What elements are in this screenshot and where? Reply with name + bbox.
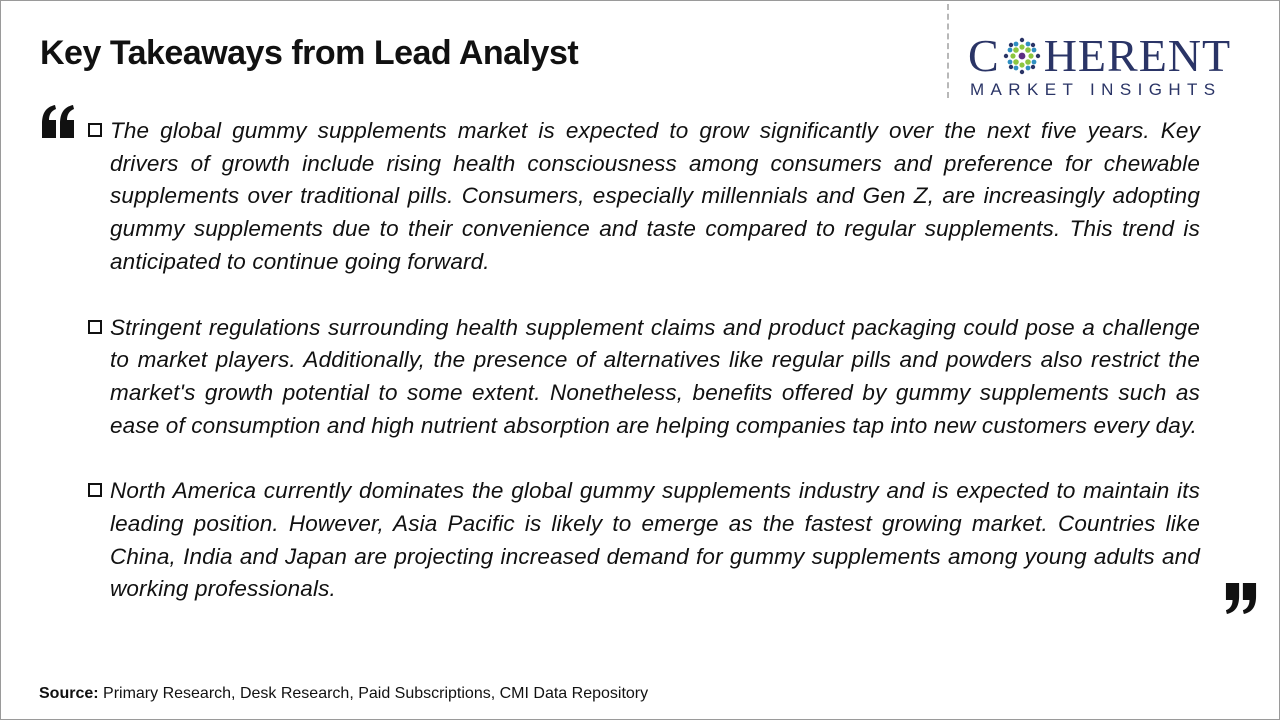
checkbox-square-icon	[88, 320, 102, 334]
open-quote-icon	[40, 104, 76, 138]
source-note	[39, 685, 648, 703]
logo-word-right: HERENT	[1043, 30, 1232, 81]
logo-subtitle: MARKET INSIGHTS	[970, 80, 1222, 99]
checkbox-square-icon	[88, 483, 102, 497]
company-logo	[968, 30, 1263, 100]
logo-globe-icon	[1002, 36, 1042, 76]
checkbox-square-icon	[88, 123, 102, 137]
logo-wordmark	[968, 30, 1231, 82]
source-text: Primary Research, Desk Research, Paid Subscriptions, CMI Data Repository	[98, 685, 649, 702]
takeaway-text: The global gummy supplements market is expected to grow significantly over the next five years. Key drivers of growth include rising health consciousness among consumers and preference for chewable supplements over traditional pills. Consumers, especially millennials and Gen Z, are increasingly adopting gummy supplements due to their convenience and taste compared to regular supplements. This trend is anticipated to continue going forward.	[110, 118, 1200, 274]
takeaway-list	[86, 115, 1200, 639]
header-divider	[947, 4, 949, 98]
takeaway-item	[86, 115, 1200, 279]
source-label: Source:	[39, 685, 99, 702]
close-quote-icon	[1224, 583, 1258, 615]
takeaway-item	[86, 312, 1200, 443]
takeaway-text: North America currently dominates the global gummy supplements industry and is expected to maintain its leading position. However, Asia Pacific is likely to emerge as the fastest growing market. Countries like China, India and Japan are projecting increased demand for gummy supplements among young adults and working professionals.	[110, 478, 1200, 602]
takeaway-text: Stringent regulations surrounding health supplement claims and product packaging could pose a challenge to market players. Additionally, the presence of alternatives like regular pills and powders also restrict the market's growth potential to some extent. Nonetheless, benefits offered by gummy supplements such as ease of consumption and high nutrient absorption are helping companies tap into new customers every day.	[110, 314, 1200, 438]
page-title: Key Takeaways from Lead Analyst	[40, 34, 579, 72]
takeaway-item	[86, 475, 1200, 606]
logo-word-left: C	[968, 30, 1000, 81]
